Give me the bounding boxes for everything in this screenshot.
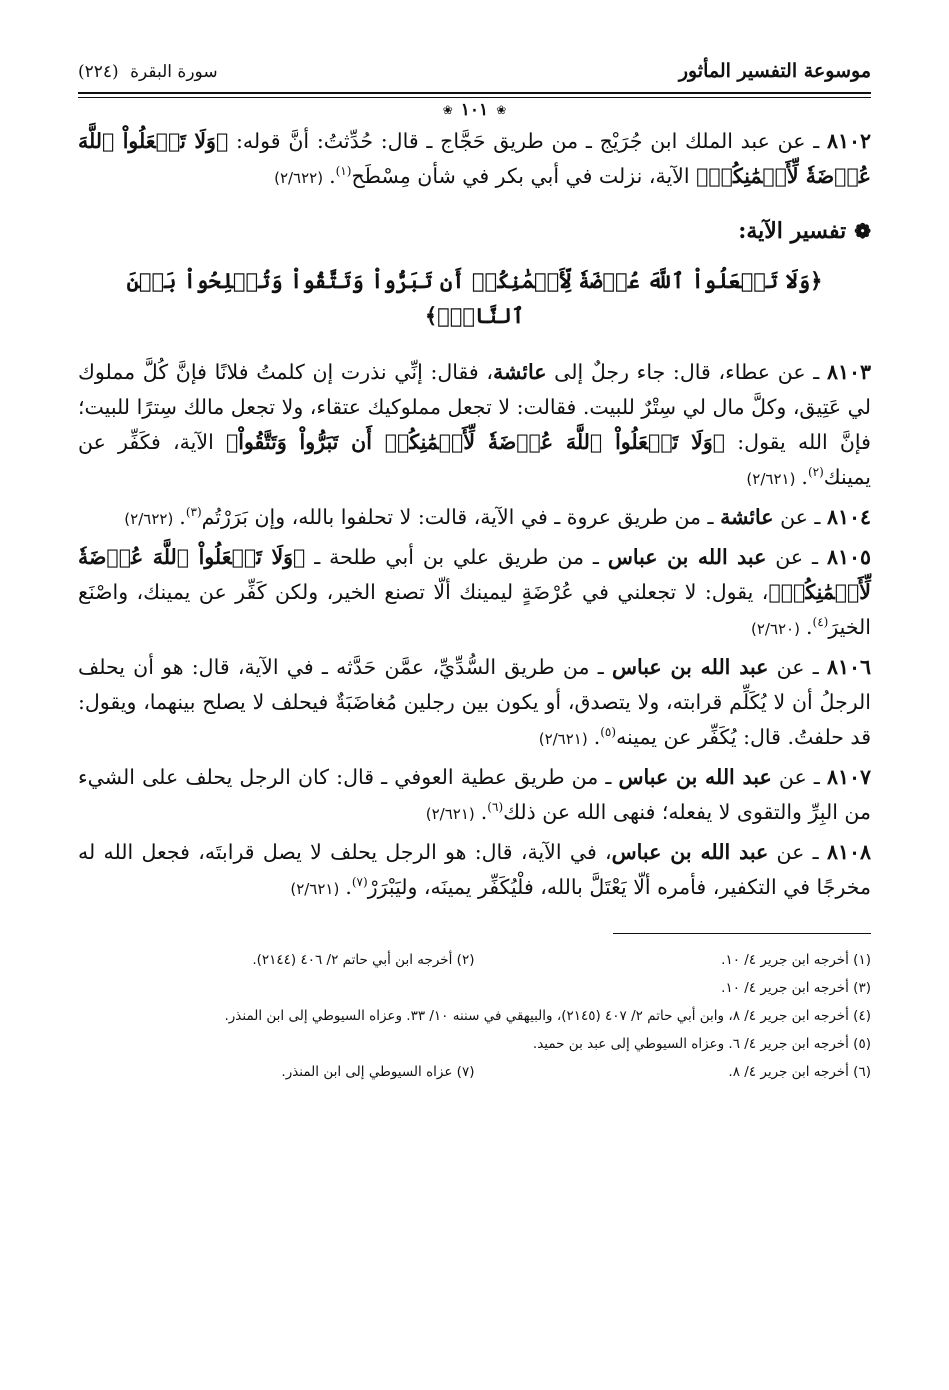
- narration-text: الآية، فكَفِّر عن يمينك: [78, 430, 871, 489]
- quran-verse: ﴿وَلَا تَجۡعَلُواْ ٱللَّهَ عُرۡضَةٗ لِّأَيۡمَٰنِكُمۡ أَن تَبَرُّواْ وَتَتَّقُواْ وَتُصۡلِحُواْ بَيۡنَ ٱلنَّاسِۚ﴾: [126, 268, 823, 328]
- period: .: [329, 164, 336, 188]
- period: .: [801, 465, 808, 489]
- footnote-row: [78, 974, 871, 1002]
- footnote-marker[interactable]: (٢): [807, 465, 824, 480]
- narrator-name: عبد الله بن عباس: [611, 655, 769, 679]
- narration-text: ـ من طريق علي بن أبي طلحة ـ: [305, 545, 608, 569]
- footnote-marker[interactable]: (٦): [487, 800, 504, 815]
- volume-page-ref: (٢/٦٢١): [425, 805, 475, 823]
- period: .: [805, 615, 813, 639]
- footnote-marker[interactable]: (٤): [812, 615, 829, 630]
- book-title: موسوعة التفسير المأثور: [678, 60, 871, 82]
- footnote-marker[interactable]: (٣): [185, 505, 202, 520]
- footnote-4: (٤) أخرجه ابن جرير ٤/ ٨، وابن أبي حاتم ٢/ ٤٠٧ (٢١٤٥)، والبيهقي في سننه ١٠/ ٣٣. وعزاه السيوطي إلى ابن المنذر.: [224, 1008, 871, 1024]
- narrator-name: عائشة: [720, 505, 774, 529]
- narration-number: ٨١٠٢: [826, 129, 872, 153]
- footnote-divider: [613, 933, 871, 934]
- paragraph-8104: [78, 500, 871, 537]
- flower-icon: ❁: [854, 219, 871, 243]
- narration-text: ـ من طريق السُّدِّيِّ، عمَّن حَدَّثه ـ في الآية، قال: هو أن يحلف الرجلُ أن لا يُكَلِّم قرابته، ولا يتصدق، أو يكون بين رجلين مُغاضَبَةٌ فيحلف لا يصلح بينهما، ويقول: قد حلفتُ. قال: يُكَفِّر عن يمينه: [78, 655, 871, 749]
- surah-name: سورة البقرة: [130, 62, 218, 82]
- narrator-name: عبد الله بن عباس: [618, 765, 772, 789]
- page-number: ١٠١: [460, 100, 489, 120]
- narration-text: ـ عن: [773, 505, 827, 529]
- volume-page-ref: (٢/٦٢٢): [124, 510, 174, 528]
- narrator-name: عائشة: [493, 360, 547, 384]
- footnotes: [78, 946, 871, 1086]
- paragraph-8108: [78, 835, 871, 907]
- paragraph-8102: [78, 124, 871, 196]
- page-number-row: [78, 102, 871, 118]
- footnote-marker[interactable]: (١): [335, 164, 352, 179]
- footnote-5: (٥) أخرجه ابن جرير ٤/ ٦. وعزاه السيوطي إلى عبد بن حميد.: [532, 1036, 871, 1052]
- section-heading: [78, 214, 871, 249]
- footnote-6: (٦) أخرجه ابن جرير ٤/ ٨.: [728, 1064, 871, 1080]
- narration-number: ٨١٠٦: [826, 655, 871, 679]
- footnote-1: (١) أخرجه ابن جرير ٤/ ١٠.: [721, 952, 871, 968]
- narration-number: ٨١٠٥: [826, 545, 871, 569]
- narration-text: ـ من طريق عروة ـ في الآية، قالت: لا تحلفوا بالله، وإن بَرَرْتُم: [201, 505, 721, 529]
- volume-page-ref: (٢/٦٢٢): [274, 169, 324, 187]
- paragraph-8103: [78, 355, 871, 497]
- paragraph-8106: [78, 650, 871, 757]
- footnote-2: (٢) أخرجه ابن أبي حاتم ٢/ ٤٠٦ (٢١٤٤).: [252, 952, 475, 968]
- volume-page-ref: (٢/٦٢٠): [750, 620, 800, 638]
- narration-text: ، فقال: إنِّي نذرت إن كلمتُ فلانًا فإنَّ كُلَّ مملوك لي عَتِيق، وكلَّ مال لي سِتْرٌ للبيت. فقالت: لا تجعل مملوكيك عتقاء، ولا تجعل مالك سِترًا للبيت؛ فإنَّ الله يقول:: [78, 360, 871, 454]
- narration-text: ـ عن: [766, 545, 827, 569]
- narration-text: ـ عن عطاء، قال: جاء رجلٌ إلى: [546, 360, 827, 384]
- footnote-7: (٧) عزاه السيوطي إلى ابن المنذر.: [281, 1064, 475, 1080]
- separator: ـ: [805, 129, 827, 153]
- footnote-row: [78, 1058, 871, 1086]
- narration-text: عن عبد الملك ابن جُرَيْج ـ من طريق حَجَّاج ـ قال: حُدِّثتُ: أنَّ قوله:: [228, 129, 806, 153]
- header-rule: [78, 92, 871, 98]
- footnote-3: (٣) أخرجه ابن جرير ٤/ ١٠.: [721, 980, 871, 996]
- footnote-marker[interactable]: (٥): [600, 725, 617, 740]
- quran-quote: ﴿وَلَا تَجۡعَلُواْ ٱللَّهَ عُرۡضَةٗ لِّأَيۡمَٰنِكُمۡ أَن تَبَرُّواْ وَتَتَّقُواْ﴾: [225, 430, 726, 454]
- section-heading-label: تفسير الآية:: [738, 218, 847, 244]
- volume-page-ref: (٢/٦٢١): [290, 880, 340, 898]
- narration-number: ٨١٠٤: [826, 505, 871, 529]
- ornament-icon: ❀: [496, 103, 507, 117]
- paragraph-8105: [78, 540, 871, 647]
- page-header: [78, 60, 871, 88]
- volume-page-ref: (٢/٦٢١): [746, 470, 796, 488]
- quran-quote: ﴿وَلَا تَجۡعَلُواْ ٱللَّهَ عُرۡضَةٗ لِّأَيۡمَٰنِكُمۡ﴾: [78, 129, 871, 188]
- narrator-name: عبد الله بن عباس: [607, 545, 767, 569]
- quran-quote: ﴿وَلَا تَجۡعَلُواْ ٱللَّهَ عُرۡضَةٗ لِّأَيۡمَٰنِكُمۡ﴾: [78, 545, 871, 604]
- paragraph-8107: [78, 760, 871, 832]
- narration-number: ٨١٠٣: [826, 360, 871, 384]
- footnote-row: [78, 1030, 871, 1058]
- narration-text: ـ من طريق عطية العوفي ـ قال: كان الرجل يحلف على الشيء من البِرِّ والتقوى لا يفعله؛ فنهى الله عن ذلك: [78, 765, 871, 824]
- narration-number: ٨١٠٨: [826, 840, 871, 864]
- narration-number: ٨١٠٧: [826, 765, 871, 789]
- period: .: [593, 725, 601, 749]
- narration-text: ، يقول: لا تجعلني في عُرْضَةٍ ليمينك ألّا تصنع الخير، ولكن كَفِّر عن يمينك، واصْنَع الخيرَ: [78, 580, 871, 639]
- narration-text: ـ عن: [768, 840, 827, 864]
- volume-page-ref: (٢/٦٢١): [538, 730, 588, 748]
- period: .: [480, 800, 488, 824]
- footnote-row: [78, 1002, 871, 1030]
- period: .: [179, 505, 186, 529]
- footnote-row: [78, 946, 871, 974]
- narration-text: ، في الآية، قال: هو الرجل يحلف لا يصل قرابتَه، فجعل الله له مخرجًا في التكفير، فأمره ألّا يَعْتَلَّ بالله، فلْيُكَفِّر يمينَه، وليَبْرَرْ: [78, 840, 871, 899]
- narration-text: الآية، نزلت في أبي بكر في شأن مِسْطَح: [351, 164, 697, 188]
- period: .: [345, 875, 352, 899]
- narration-text: ـ عن: [768, 655, 827, 679]
- surah-verse-number: (٢٢٤): [78, 62, 119, 82]
- main-text: [78, 124, 871, 907]
- narration-text: ـ عن: [771, 765, 827, 789]
- footnote-marker[interactable]: (٧): [351, 875, 368, 890]
- ornament-icon: ❀: [442, 103, 453, 117]
- narrator-name: عبد الله بن عباس: [611, 840, 769, 864]
- surah-title: [78, 62, 218, 82]
